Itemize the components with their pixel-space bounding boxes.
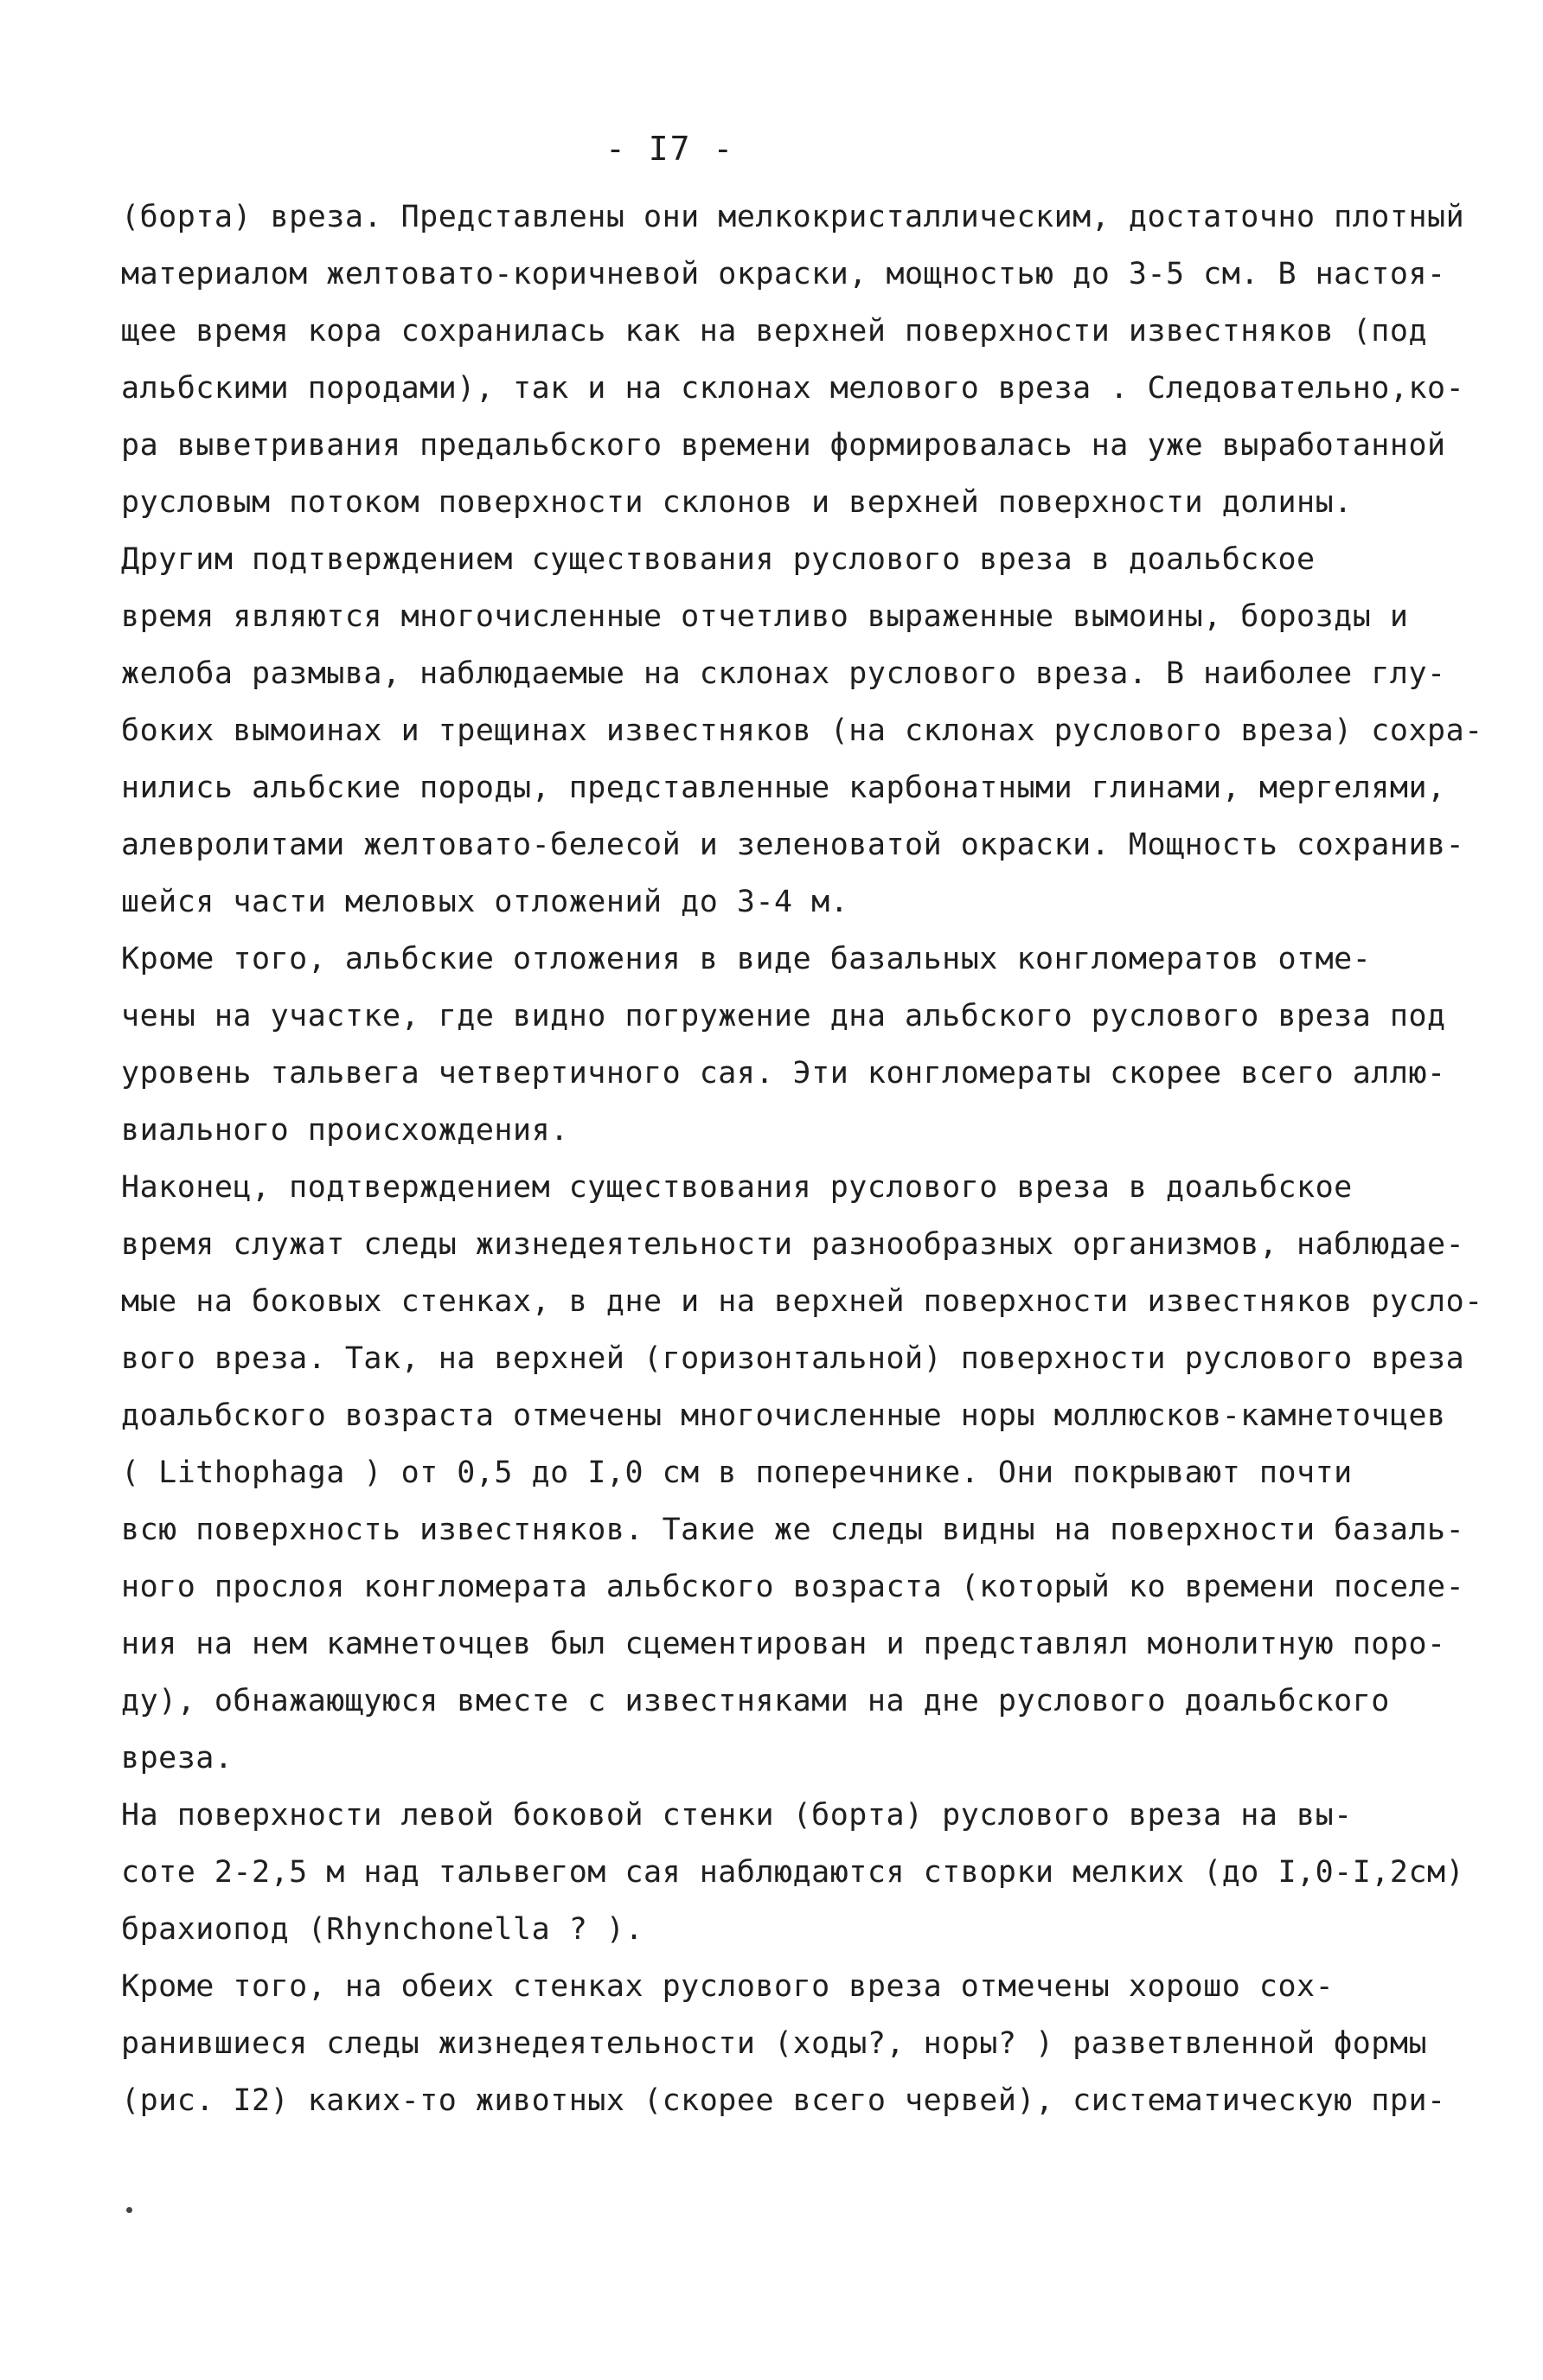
scan-speck: [126, 2207, 132, 2213]
text-line: время служат следы жизнедеятельности разнообразных организмов, наблюдае-: [121, 1227, 1465, 1262]
text-line: вого вреза. Так, на верхней (горизонтальной) поверхности руслового вреза: [121, 1341, 1465, 1376]
text-line: ния на нем камнеточцев был сцементирован и представлял монолитную поро-: [121, 1627, 1446, 1661]
text-line: мые на боковых стенках, в дне и на верхней поверхности известняков русло-: [121, 1284, 1483, 1319]
text-line: всю поверхность известняков. Такие же следы видны на поверхности базаль-: [121, 1513, 1465, 1547]
text-line: доальбского возраста отмечены многочисленные норы моллюсков-камнеточцев: [121, 1398, 1446, 1433]
text-line: альбскими породами), так и на склонах мелового вреза . Следовательно,ко-: [121, 371, 1465, 406]
paragraph-start-line: Другим подтверждением существования руслового вреза в доальбское: [121, 542, 1316, 577]
page-number: - I7 -: [605, 130, 735, 168]
paragraph-start-line: Кроме того, альбские отложения в виде базальных конгломератов отме-: [121, 942, 1372, 976]
text-line: время являются многочисленные отчетливо выраженные вымоины, борозды и: [121, 599, 1409, 634]
text-line: русловым потоком поверхности склонов и верхней поверхности долины.: [121, 485, 1353, 520]
text-line: чены на участке, где видно погружение дна альбского руслового вреза под: [121, 999, 1446, 1033]
text-line: виального происхождения.: [121, 1113, 569, 1148]
text-line: ного прослоя конгломерата альбского возраста (который ко времени поселе-: [121, 1570, 1465, 1604]
text-line: алевролитами желтовато-белесой и зеленоватой окраски. Мощность сохранив-: [121, 828, 1465, 862]
text-line: желоба размыва, наблюдаемые на склонах руслового вреза. В наиболее глу-: [121, 656, 1446, 691]
paragraph-start-line: На поверхности левой боковой стенки (борта) руслового вреза на вы-: [121, 1798, 1353, 1833]
text-line: уровень тальвега четвертичного сая. Эти конгломераты скорее всего аллю-: [121, 1056, 1446, 1091]
text-line: (борта) вреза. Представлены они мелкокристаллическим, достаточно плотный: [121, 200, 1465, 234]
text-line: соте 2-2,5 м над тальвегом сая наблюдаются створки мелких (до I,0-I,2см): [121, 1855, 1465, 1890]
text-line: ду), обнажающуюся вместе с известняками на дне руслового доальбского: [121, 1684, 1390, 1718]
text-line: материалом желтовато-коричневой окраски, мощностью до 3-5 см. В настоя-: [121, 257, 1446, 291]
text-line: брахиопод (Rhynchonella ? ).: [121, 1912, 644, 1947]
paragraph-start-line: Наконец, подтверждением существования руслового вреза в доальбское: [121, 1170, 1353, 1205]
text-line: шейся части меловых отложений до 3-4 м.: [121, 885, 849, 919]
text-line: ра выветривания предальбского времени формировалась на уже выработанной: [121, 428, 1446, 463]
paragraph-start-line: Кроме того, на обеих стенках руслового вреза отмечены хорошо сох-: [121, 1969, 1335, 2004]
text-line: нились альбские породы, представленные карбонатными глинами, мергелями,: [121, 771, 1446, 805]
text-line: вреза.: [121, 1741, 234, 1775]
body-text: [121, 189, 1483, 2129]
text-line: ( Lithophaga ) от 0,5 до I,0 см в поперечнике. Они покрывают почти: [121, 1456, 1353, 1490]
text-line: ранившиеся следы жизнедеятельности (ходы?, норы? ) разветвленной формы: [121, 2026, 1428, 2061]
text-line: боких вымоинах и трещинах известняков (на склонах руслового вреза) сохра-: [121, 713, 1483, 748]
text-line: (рис. I2) каких-то животных (скорее всего червей), систематическую при-: [121, 2083, 1446, 2118]
text-line: щее время кора сохранилась как на верхней поверхности известняков (под: [121, 314, 1428, 349]
